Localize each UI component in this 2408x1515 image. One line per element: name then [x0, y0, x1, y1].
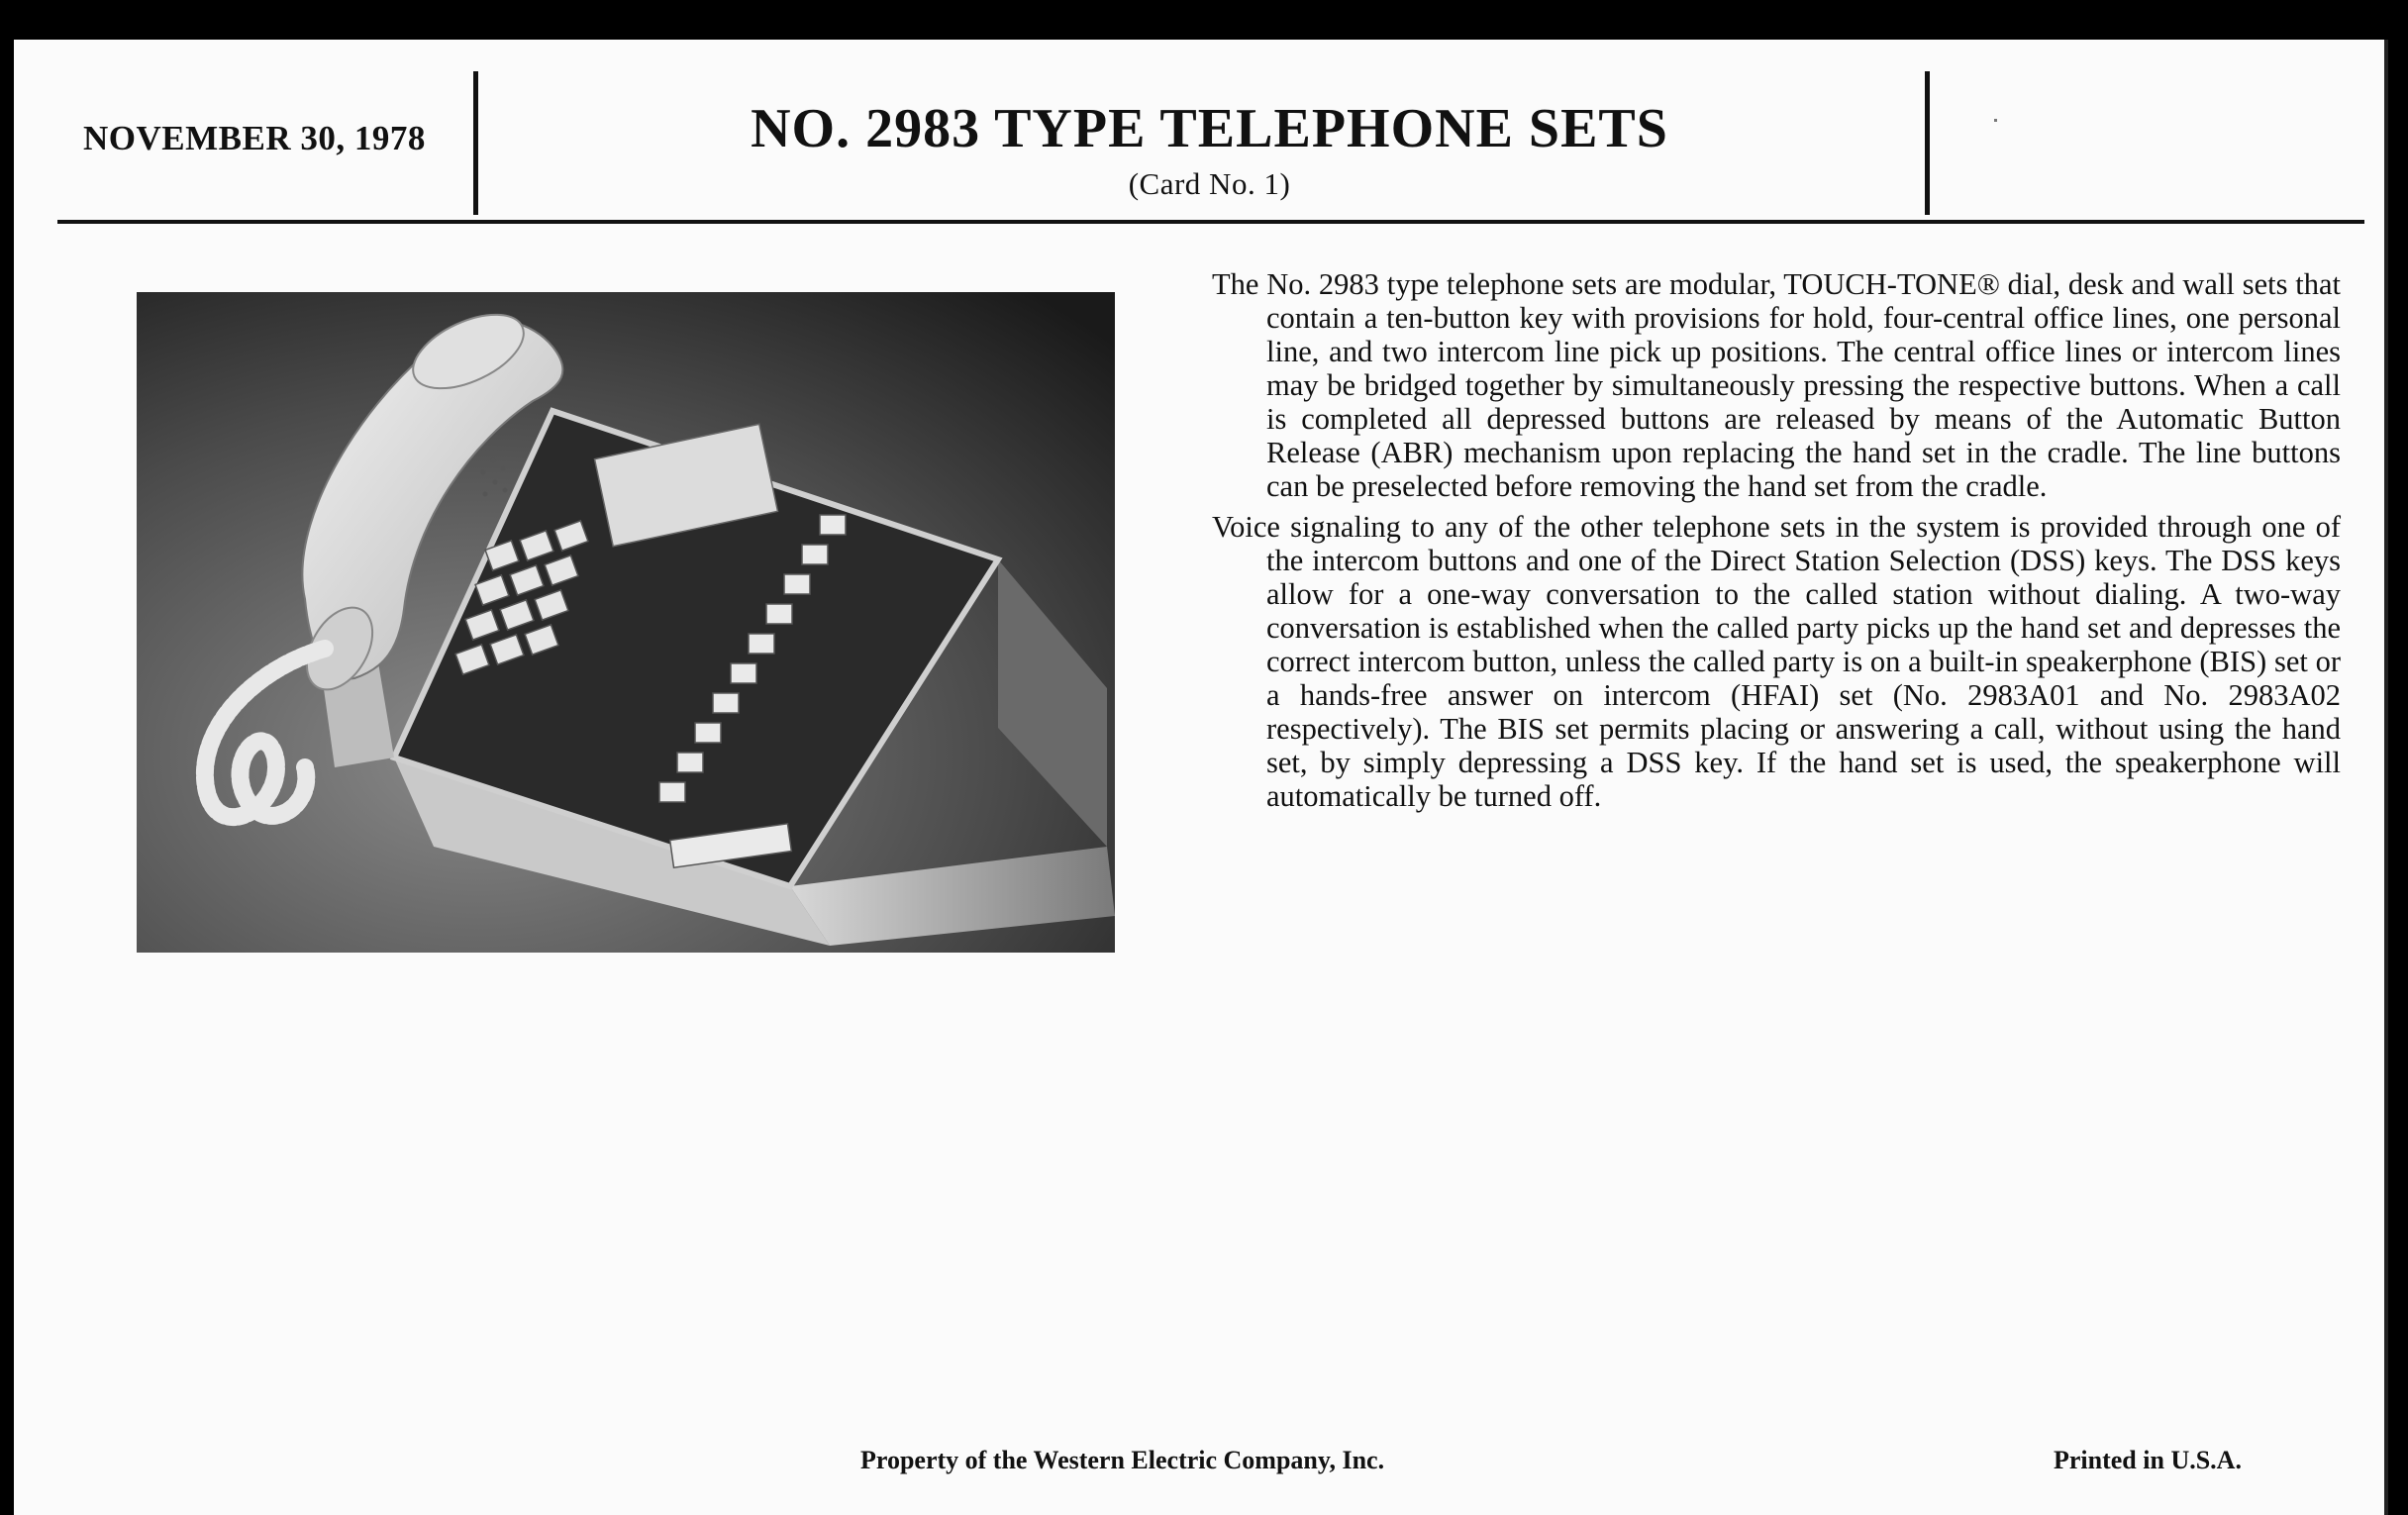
date-label: NOVEMBER 30, 1978 [83, 119, 426, 157]
document-card [14, 40, 2386, 1515]
telephone-set-photo-icon [137, 292, 1115, 953]
card-number: (Card No. 1) [1128, 166, 1291, 201]
description-text [1212, 267, 2341, 820]
header-rule [57, 220, 2364, 224]
footer-printed-in: Printed in U.S.A. [2054, 1446, 2242, 1474]
paragraph-2: Voice signaling to any of the other telephone sets in the system is provided through one of the intercom buttons and one of the Direct Station Selection (DSS) keys. The DSS keys allow for a one-way conversation to the called station without dialing. A two-way conversation is established when the called party picks up the hand set and depresses the correct intercom button, unless the called party is on a built-in speakerphone (BIS) set or a hands-free answer on intercom (HFAI) set (No. 2983A01 and No. 2983A02 respectively). The BIS set permits placing or answering a call, without using the hand set, by simply depressing a DSS key. If the hand set is used, the speakerphone will automatically be turned off. [1212, 510, 2341, 813]
footer-ownership: Property of the Western Electric Company, Inc. [860, 1446, 1385, 1474]
telephone-illustration [137, 292, 1115, 953]
print-speck [1994, 119, 1997, 122]
card-edge [2384, 40, 2388, 1515]
page-title: NO. 2983 TYPE TELEPHONE SETS [751, 98, 1668, 159]
title-block [479, 97, 1940, 202]
paragraph-1: The No. 2983 type telephone sets are modular, TOUCH-TONE® dial, desk and wall sets that contain a ten-button key with provisions for hold, four-central office lines, one personal line, and two intercom line pick up positions. The central office lines or intercom lines may be bridged together by simultaneously pressing the respective buttons. When a call is completed all depressed buttons are released by means of the Automatic Button Release (ABR) mechanism upon replacing the hand set in the cradle. The line buttons can be preselected before removing the hand set from the cradle. [1212, 267, 2341, 503]
